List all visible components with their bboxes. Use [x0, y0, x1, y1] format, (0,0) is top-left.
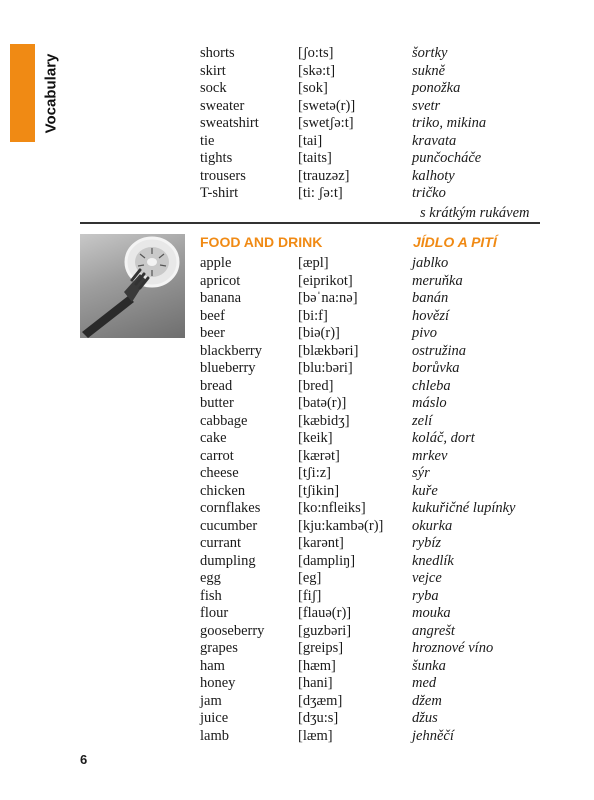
english-word: cabbage — [200, 412, 248, 429]
czech-translation: borůvka — [412, 360, 460, 376]
pronunciation: [bred] — [298, 377, 334, 394]
english-word: banana — [200, 290, 242, 306]
section-heading-english: FOOD AND DRINK — [200, 234, 323, 250]
czech-translation: kuře — [412, 482, 438, 499]
pronunciation: [batə(r)] — [298, 395, 347, 411]
side-label-text: Vocabulary — [42, 53, 60, 133]
czech-translation: ryba — [412, 587, 439, 604]
english-word: jam — [200, 692, 222, 709]
english-word: grapes — [200, 640, 238, 656]
czech-translation: hovězí — [412, 307, 450, 324]
czech-translation: chleba — [412, 377, 451, 394]
pronunciation: [keik] — [298, 430, 333, 446]
pronunciation: [karənt] — [298, 535, 344, 551]
pronunciation: [flauə(r)] — [298, 605, 352, 621]
pronunciation: [kju:kambə(r)] — [298, 517, 384, 534]
czech-translation: pivo — [412, 325, 437, 341]
pronunciation: [dʒu:s] — [298, 710, 339, 726]
english-word: T-shirt — [200, 185, 239, 201]
czech-translation: koláč, dort — [412, 430, 475, 446]
czech-translation: med — [412, 675, 437, 691]
english-word: apple — [200, 255, 232, 271]
pronunciation: [dampliŋ] — [298, 552, 356, 569]
english-word: currant — [200, 535, 242, 551]
english-word: carrot — [200, 447, 234, 464]
pronunciation: [eiprikot] — [298, 272, 353, 289]
pronunciation: [eg] — [298, 570, 322, 586]
czech-translation: angrešt — [412, 622, 455, 639]
english-word: sweater — [200, 97, 245, 114]
czech-translation: knedlík — [412, 552, 454, 569]
english-word: beer — [200, 325, 225, 341]
english-word: trousers — [200, 167, 246, 184]
czech-translation: banán — [412, 290, 449, 306]
pronunciation: [trauzəz] — [298, 167, 350, 184]
english-word: tights — [200, 150, 233, 166]
czech-translation: kalhoty — [412, 167, 455, 184]
czech-translation: ponožka — [412, 80, 461, 96]
czech-translation: džem — [412, 692, 442, 709]
pronunciation: [swetə(r)] — [298, 97, 356, 114]
czech-translation: šunka — [412, 657, 446, 674]
czech-translation: kravata — [412, 132, 457, 149]
pronunciation: [læm] — [298, 727, 333, 744]
section-divider — [80, 222, 540, 224]
czech-translation: svetr — [412, 97, 441, 114]
english-word: apricot — [200, 272, 241, 289]
pronunciation: [skə:t] — [298, 62, 336, 79]
pronunciation: [ko:nfleiks] — [298, 500, 366, 516]
pronunciation: [kærət] — [298, 447, 340, 464]
czech-translation: meruňka — [412, 272, 463, 289]
page-number: 6 — [80, 752, 88, 767]
czech-translation: zelí — [412, 412, 433, 429]
czech-translation: jablko — [412, 255, 449, 271]
pronunciation: [guzbəri] — [298, 622, 352, 639]
section-tab — [10, 44, 35, 142]
pronunciation: [tʃikin] — [298, 482, 340, 499]
czech-translation: jehněčí — [412, 727, 454, 744]
english-word: gooseberry — [200, 622, 265, 639]
english-word: juice — [200, 710, 229, 726]
czech-translation: rybíz — [412, 535, 441, 551]
english-word: sock — [200, 80, 227, 96]
english-word: blueberry — [200, 360, 256, 376]
pronunciation: [bəˈna:nə] — [298, 290, 358, 306]
english-word: skirt — [200, 62, 226, 79]
czech-translation: kukuřičné lupínky — [412, 500, 516, 516]
tshirt-translation-continuation: s krátkým rukávem — [420, 205, 530, 221]
pronunciation: [hæm] — [298, 657, 336, 674]
section-heading-czech: JÍDLO A PITÍ — [413, 234, 497, 250]
czech-translation: punčocháče — [412, 150, 482, 166]
english-word: cucumber — [200, 517, 258, 534]
czech-translation: máslo — [412, 395, 447, 411]
english-word: beef — [200, 307, 225, 324]
english-word: cornflakes — [200, 500, 261, 516]
english-word: honey — [200, 675, 236, 691]
english-word: cheese — [200, 465, 239, 481]
czech-translation: šortky — [412, 45, 448, 61]
pronunciation: [taits] — [298, 150, 332, 166]
czech-translation: sýr — [412, 465, 430, 481]
pronunciation: [hani] — [298, 675, 333, 691]
czech-translation: sukně — [412, 62, 446, 79]
english-word: sweatshirt — [200, 115, 259, 131]
pronunciation: [ʃo:ts] — [298, 45, 334, 61]
english-word: lamb — [200, 727, 229, 744]
czech-translation: mouka — [412, 605, 451, 621]
czech-translation: okurka — [412, 517, 453, 534]
czech-translation: ostružina — [412, 342, 466, 359]
pronunciation: [dʒæm] — [298, 692, 343, 709]
pronunciation: [biə(r)] — [298, 325, 340, 341]
side-label — [38, 44, 64, 142]
english-word: bread — [200, 377, 233, 394]
english-word: tie — [200, 132, 215, 149]
pronunciation: [blu:bəri] — [298, 360, 353, 376]
pronunciation: [ti: ʃə:t] — [298, 185, 343, 201]
czech-translation: vejce — [412, 570, 442, 586]
pronunciation: [greips] — [298, 640, 344, 656]
czech-translation: hroznové víno — [412, 640, 494, 656]
pronunciation: [kæbidʒ] — [298, 412, 350, 429]
english-word: cake — [200, 430, 227, 446]
pronunciation: [fiʃ] — [298, 587, 322, 604]
czech-translation: džus — [412, 710, 438, 726]
english-word: dumpling — [200, 552, 256, 569]
english-word: ham — [200, 657, 225, 674]
czech-translation: triko, mikina — [412, 115, 487, 131]
english-word: shorts — [200, 45, 235, 61]
english-word: flour — [200, 605, 229, 621]
czech-translation: mrkev — [412, 447, 448, 464]
english-word: fish — [200, 587, 222, 604]
pronunciation: [blækbəri] — [298, 342, 359, 359]
pronunciation: [bi:f] — [298, 307, 328, 324]
pronunciation: [sok] — [298, 80, 328, 96]
pronunciation: [swetʃə:t] — [298, 115, 354, 131]
english-word: blackberry — [200, 342, 262, 359]
fork-with-kiwi-image — [80, 234, 185, 338]
pronunciation: [æpl] — [298, 255, 329, 271]
pronunciation: [tʃi:z] — [298, 465, 332, 481]
fork-with-kiwi-icon — [80, 234, 185, 338]
english-word: chicken — [200, 482, 246, 499]
pronunciation: [tai] — [298, 132, 323, 149]
english-word: egg — [200, 570, 221, 586]
english-word: butter — [200, 395, 234, 411]
czech-translation: tričko — [412, 185, 446, 201]
